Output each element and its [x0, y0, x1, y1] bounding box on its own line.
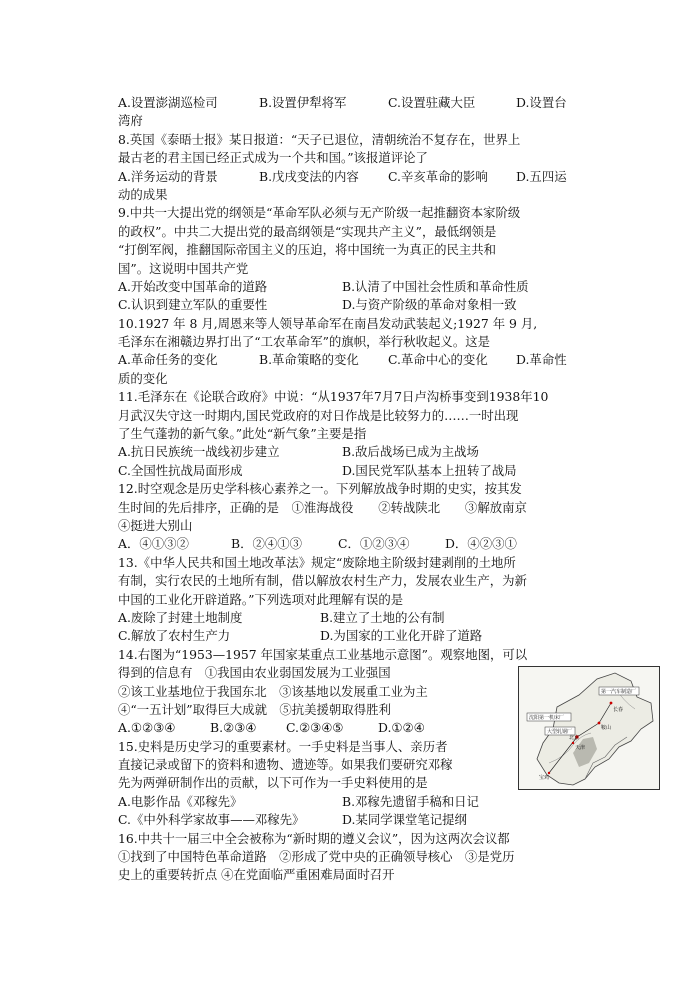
q10-option-b[interactable]: B.革命策略的变化 — [259, 352, 359, 368]
q13-options-row — [118, 609, 550, 627]
q15-stem-line: 15.史料是历史学习的重要素材。一手史料是当事人、亲历者 — [118, 738, 448, 754]
q11-stem-line: 11.毛泽东在《论联合政府》中说：“从1937年7月7日卢沟桥事变到1938年10 — [118, 389, 549, 405]
q9-stem-line: “打倒军阀，推翻国际帝国主义的压迫，将中国统一为真正的民主共和 — [118, 242, 497, 258]
q9-options-row — [118, 296, 550, 314]
q14-option-a[interactable]: A.①②③④ — [118, 720, 176, 736]
q16-stem-line: 史上的重要转折点 ④在党面临严重困难局面时召开 — [118, 867, 395, 883]
q13-option-c[interactable]: C.解放了农村生产力 — [118, 628, 231, 644]
q13-stem-line: 中国的工业化开辟道路。”下列选项对此理解有误的是 — [118, 591, 404, 607]
q12-stem-line: 生时间的先后排序，正确的是 ①淮海战役 ②转战陕北 ③解放南京 — [118, 499, 527, 515]
q11-options-row — [118, 462, 550, 480]
q15-option-d[interactable]: D.某同学课堂笔记提纲 — [342, 812, 467, 828]
q10-option-a[interactable]: A.革命任务的变化 — [118, 352, 218, 368]
q15-options-row — [118, 793, 550, 811]
q8-options-row — [118, 168, 567, 186]
q7-options-row — [118, 94, 567, 112]
q8-option-a[interactable]: A.洋务运动的背景 — [118, 168, 218, 184]
map-svg — [519, 667, 659, 789]
q8-option-d-continued: 动的成果 — [118, 186, 168, 202]
map-label: 天津 — [575, 745, 586, 751]
q9-options-row — [118, 278, 550, 296]
q14-stem-line: ④“一五计划”取得巨大成就 ⑤抗美援朝取得胜利 — [118, 701, 391, 717]
q7-option-c[interactable]: C.设置驻藏大臣 — [388, 95, 476, 110]
question-15 — [118, 738, 550, 830]
q13-option-b[interactable]: B.建立了土地的公有制 — [320, 609, 445, 625]
q11-option-b[interactable]: B.敌后战场已成为主战场 — [342, 444, 479, 460]
q9-option-b[interactable]: B.认清了中国社会性质和革命性质 — [342, 278, 529, 294]
q16-stem-line: ①找到了中国特色革命道路 ②形成了党中央的正确领导核心 ③是党历 — [118, 849, 515, 865]
industrial-base-map — [518, 666, 660, 790]
q7-option-a[interactable]: A.设置澎湖巡检司 — [118, 95, 218, 110]
map-label: 北京 — [569, 735, 580, 741]
q13-options-row — [118, 627, 550, 645]
q10-option-d[interactable]: D.革命性 — [516, 352, 567, 368]
q12-stem-line: 12.时空观念是历史学科核心素养之一。下列解放战争时期的史实，按其发 — [118, 481, 522, 497]
q12-option-c[interactable]: C．①②③④ — [338, 536, 410, 552]
question-9 — [118, 204, 550, 314]
city-marker — [598, 722, 601, 725]
q9-option-c[interactable]: C.认识到建立军队的重要性 — [118, 297, 268, 313]
city-marker — [548, 772, 550, 774]
q9-stem-line: 国”。这说明中国共产党 — [118, 260, 249, 276]
q9-option-a[interactable]: A.开始改变中国革命的道路 — [118, 278, 268, 294]
q16-stem-line: 16.中共十一届三中全会被称为“新时期的遵义会议”，因为这两次会议都 — [118, 830, 510, 846]
q13-option-d[interactable]: D.为国家的工业化开辟了道路 — [320, 628, 483, 644]
city-marker — [572, 742, 574, 744]
city-marker — [610, 702, 613, 705]
q11-stem-line: 月武汉失守这一时期内,国民党政府的对日作战是比较努力的……一时出现 — [118, 407, 519, 423]
map-label: 鞍山 — [601, 725, 612, 731]
question-16 — [118, 830, 550, 885]
question-10 — [118, 315, 567, 389]
q12-options-row — [118, 535, 550, 553]
q14-stem-line: 14.右图为“1953—1957 年国家某重点工业基地示意图”。观察地图，可以 — [118, 646, 528, 662]
q12-option-d[interactable]: D．④②③① — [445, 536, 517, 552]
q11-stem-line: 了生气蓬勃的新气象。”此处“新气象”主要是指 — [118, 426, 367, 442]
q12-option-b[interactable]: B．②④①③ — [231, 536, 303, 552]
q13-option-a[interactable]: A.废除了封建土地制度 — [118, 609, 243, 625]
q13-stem-line: 有制，实行农民的土地所有制，借以解放农村生产力，发展农业生产，为新 — [118, 573, 527, 589]
q10-stem-line: 毛泽东在湘赣边界打出了“工农革命军”的旗帜，举行秋收起义。这是 — [118, 334, 490, 350]
map-label: 大型轧钢厂 — [547, 729, 573, 735]
question-12 — [118, 480, 550, 554]
q10-option-c[interactable]: C.革命中心的变化 — [388, 352, 488, 368]
q8-option-b[interactable]: B.戊戌变法的内容 — [259, 168, 359, 184]
q15-stem-line: 先为两弹研制作出的贡献，以下可作为一手史料使用的是 — [118, 775, 428, 791]
q7-option-b[interactable]: B.设置伊犁将军 — [259, 95, 347, 110]
q7-option-d[interactable]: D.设置台 — [516, 95, 567, 110]
q12-option-a[interactable]: A．④①③② — [118, 536, 189, 552]
q15-option-b[interactable]: B.邓稼先遗留手稿和日记 — [342, 793, 479, 809]
q14-options-row — [118, 719, 550, 737]
q15-stem-line: 直接记录或留下的资料和遗物、遗迹等。如果我们要研究邓稼 — [118, 757, 453, 773]
question-11 — [118, 388, 550, 480]
question-13 — [118, 554, 550, 646]
map-label: 第一汽车制造厂 — [601, 689, 637, 695]
q11-options-row — [118, 443, 550, 461]
q12-stem-line: ④挺进大别山 — [118, 517, 193, 533]
q9-stem-line: 的政权”。中共二大提出党的最高纲领是“实现共产主义”，最低纲领是 — [118, 223, 497, 239]
question-8 — [118, 131, 567, 205]
map-label: 沈阳第一机床厂 — [529, 715, 565, 721]
q9-option-d[interactable]: D.与资产阶级的革命对象相一致 — [342, 297, 517, 313]
q11-option-d[interactable]: D.国民党军队基本上扭转了战局 — [342, 462, 517, 478]
q15-options-row — [118, 811, 550, 829]
q14-stem-line: ②该工业基地位于我国东北 ③该基地以发展重工业为主 — [118, 683, 428, 699]
q14-option-c[interactable]: C.②③④⑤ — [286, 720, 344, 736]
q13-stem-line: 13.《中华人民共和国土地改革法》规定“废除地主阶级封建剥削的土地所 — [118, 554, 516, 570]
q11-option-a[interactable]: A.抗日民族统一战线初步建立 — [118, 444, 280, 460]
q10-stem-line: 10.1927 年 8 月,周恩来等人领导革命军在南昌发动武装起义;1927 年 9 月, — [118, 315, 538, 331]
q7-option-d-continued: 湾府 — [118, 113, 143, 129]
q8-option-c[interactable]: C.辛亥革命的影响 — [388, 168, 488, 184]
map-label: 宝鸡 — [539, 775, 550, 781]
q15-option-c[interactable]: C.《中外科学家故事——邓稼先》 — [118, 812, 305, 828]
map-label: 长春 — [613, 707, 624, 713]
q14-option-b[interactable]: B.②③④ — [210, 720, 257, 736]
q14-option-d[interactable]: D.①②④ — [378, 720, 425, 736]
q8-stem-line: 8.英国《泰晤士报》某日报道：“天子已退位，清朝统治不复存在，世界上 — [118, 131, 521, 147]
q9-stem-line: 9.中共一大提出党的纲领是“革命军队必须与无产阶级一起推翻资本家阶级 — [118, 205, 521, 221]
question-14 — [118, 646, 550, 738]
q15-option-a[interactable]: A.电影作品《邓稼先》 — [118, 793, 243, 809]
q8-stem-line: 最古老的君主国已经正式成为一个共和国。”该报道评论了 — [118, 150, 428, 166]
q10-option-d-continued: 质的变化 — [118, 370, 168, 386]
q11-option-c[interactable]: C.全国性抗战局面形成 — [118, 462, 243, 478]
q8-option-d[interactable]: D.五四运 — [516, 168, 567, 184]
q14-stem-line: 得到的信息有 ①我国由农业弱国发展为工业强国 — [118, 665, 391, 681]
q10-options-row — [118, 351, 567, 369]
